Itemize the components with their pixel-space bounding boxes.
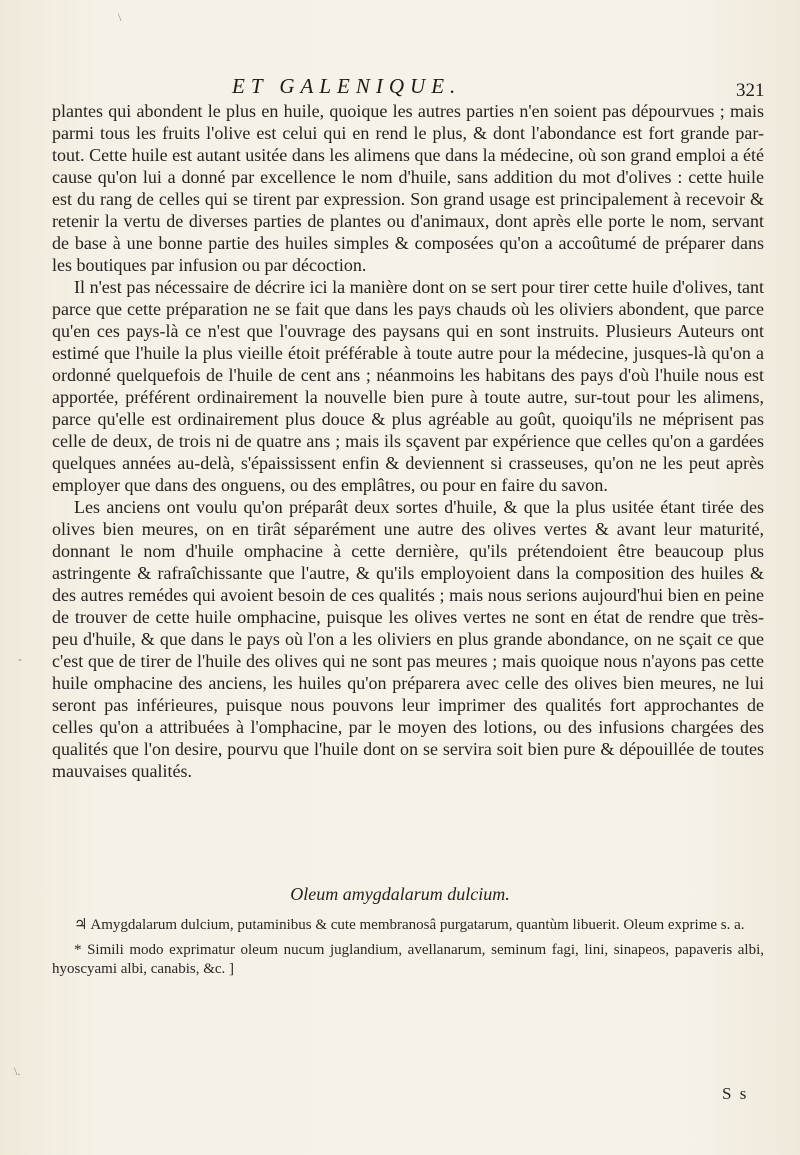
recipe-text xyxy=(52,916,764,985)
paragraph: Il n'est pas nécessaire de décrire ici la manière dont on se sert pour tirer cette huile d'olives, tant parce que cette préparation ne se fait que dans les pays chauds où les oliviers abondent, que parce qu'en ces pays-là ce n'est que l'ouvrage des paysans qui en sont instruits. Plusieurs Auteurs ont estimé que l'huile la plus vieille étoit préférable à toute autre pour la médecine, jusques-là qu'on a ordonné quelquefois de l'huile de cent ans ; néanmoins les habitans des pays d'où l'huile nous est apportée, préférent ordinairement la nouvelle bien pure à toute autre, sur-tout pour les alimens, parce qu'elle est ordinairement plus douce & plus agréable au goût, quoiqu'ils ne méprisent pas celle de deux, de trois ni de quatre ans ; mais ils sçavent par expérience que celles qu'on a gardées quelques années au-delà, s'épaississent enfin & deviennent si crasseuses, qu'on ne les peut après employer que dans des onguens, ou des emplâtres, ou pour en faire du savon. xyxy=(52,277,764,495)
page-number: 321 xyxy=(736,80,765,101)
margin-tick-mark: \ xyxy=(118,10,122,24)
recipe-line: * Simili modo exprimatur oleum nucum juglandium, avellanarum, seminum fagi, lini, sinapeos, papaveris albi, hyoscyami albi, canabis, &c. ] xyxy=(52,942,764,977)
running-title: ET GALENIQUE. xyxy=(232,74,462,98)
recipe-line: ♃ Amygdalarum dulcium, putaminibus & cute membranosâ purgatarum, quantùm libuerit. Oleum exprime s. a. xyxy=(74,917,745,933)
signature-mark: S s xyxy=(722,1084,749,1103)
paragraph: Les anciens ont voulu qu'on préparât deux sortes d'huile, & que la plus usitée étant tirée des olives bien meures, on en tirât séparément une autre des olives vertes & avant leur maturité, donnant le nom d'huile omphacine à cette dernière, qu'ils prétendoient être beaucoup plus astringente & rafraîchissante que l'autre, & qu'ils employoient dans la composition des huiles & des autres remédes qui avoient besoin de ces qualités ; mais nous serions aujourd'hui bien en peine de trouver de cette huile omphacine, puisque les olives vertes ne sont en état de rendre que très-peu d'huile, & que dans le pays où l'on a les oliviers en plus grande abondance, on ne sçait ce que c'est que de tirer de l'huile des olives qui ne sont pas meures ; mais quoique nous n'ayons pas cette huile omphacine des anciens, les huiles qu'on préparera avec celle des olives bien meures, ne lui seront pas inférieures, puisque nous pouvons leur imprimer des qualités fort approchantes de celles qu'on a attribuées à l'omphacine, par le moyen des lotions, ou des infusions chargées des qualités que l'on desire, pourvu que l'huile dont on se servira soit bien pure & dépouillée de toutes mauvaises qualités. xyxy=(52,497,764,781)
margin-tick-mark: - xyxy=(18,652,22,666)
paragraph: plantes qui abondent le plus en huile, quoique les autres parties n'en soient pas dépourvues ; mais parmi tous les fruits l'olive est celui qui en rend le plus, & dont l'abondance est fort grande par-tout. Cette huile est autant usitée dans les alimens que dans la médecine, où son grand emploi a été cause qu'on lui a donné par excellence le nom d'huile, sans addition du mot d'olives : cette huile est du rang de celles qui se tirent par expression. Son grand usage est principalement à recevoir & retenir la vertu de diverses parties de plantes ou d'animaux, dont après elle porte le nom, servant de base à une bonne partie des huiles simples & composées qu'on a accoûtumé de préparer dans les boutiques par infusion ou par décoction. xyxy=(52,101,764,275)
margin-tick-mark: \. xyxy=(14,1064,21,1078)
recipe-title: Oleum amygdalarum dulcium. xyxy=(290,884,510,904)
body-text xyxy=(52,100,764,782)
